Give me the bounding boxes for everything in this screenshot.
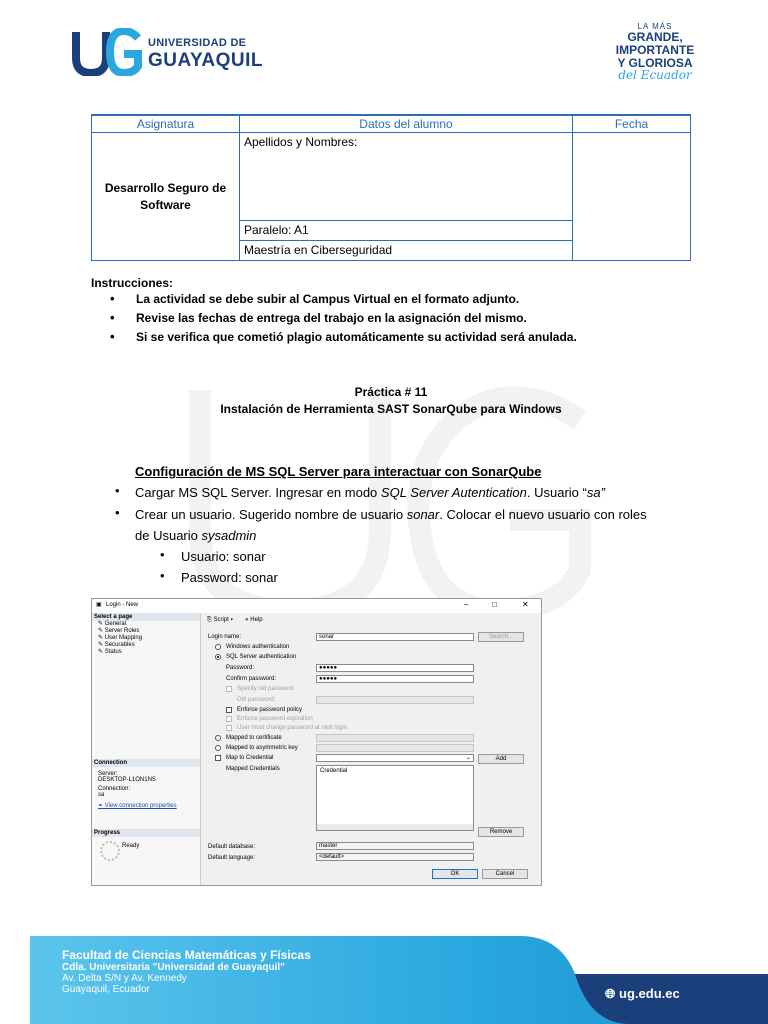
password-input[interactable]: ●●●●● <box>316 664 474 672</box>
default-lang-label: Default language: <box>208 855 256 861</box>
footer-city: Guayaquil, Ecuador <box>62 984 150 995</box>
header-subject: Asignatura <box>92 115 240 133</box>
sub-bullet-password: Password: sonar <box>181 570 278 585</box>
must-change-checkbox[interactable] <box>226 725 232 731</box>
default-lang-select[interactable]: <default> <box>316 853 474 861</box>
select-page-header: Select a page <box>92 613 200 621</box>
mapped-credentials-label: Mapped Credentials <box>226 766 280 772</box>
confirm-password-label: Confirm password: <box>226 676 277 682</box>
page-status[interactable]: ✎ Status <box>98 649 122 655</box>
horizontal-scrollbar[interactable] <box>317 824 473 830</box>
footer-website[interactable] <box>605 986 680 1002</box>
logo-line2: GUAYAQUIL <box>148 50 264 71</box>
dialog-content <box>201 613 541 885</box>
help-icon: ● <box>245 617 249 623</box>
credential-select[interactable] <box>316 754 474 762</box>
page-user-mapping[interactable]: ✎ User Mapping <box>98 635 143 641</box>
bullet-1-text2: . Usuario “ <box>526 485 587 500</box>
default-db-select[interactable]: master <box>316 842 474 850</box>
link-icon: ⚭ <box>98 803 104 809</box>
enforce-expiration-label: Enforce password expiration <box>237 716 313 722</box>
server-value: DESKTOP-L1ON1NS <box>98 777 156 783</box>
connection-header: Connection <box>92 759 200 767</box>
cancel-button[interactable]: Cancel <box>482 869 528 879</box>
maximize-icon[interactable]: □ <box>492 600 497 609</box>
bullet-1-text: Cargar MS SQL Server. Ingresar en modo <box>135 485 381 500</box>
slogan-line2: GRANDE, <box>627 30 683 44</box>
page-general[interactable]: ✎ General <box>98 621 127 627</box>
bullet-2-text: Crear un usuario. Sugerido nombre de usuario <box>135 507 407 522</box>
enforce-policy-checkbox[interactable] <box>226 707 232 713</box>
bullet-2 <box>135 504 695 546</box>
mapped-asym-radio[interactable] <box>215 745 221 751</box>
header-date: Fecha <box>573 115 691 133</box>
practice-title: Instalación de Herramienta SAST SonarQube para Windows <box>220 402 562 416</box>
footer-campus: Cdla. Universitaria "Universidad de Guayaquil" <box>62 962 285 973</box>
add-button[interactable]: Add <box>478 754 524 764</box>
ug-logo-icon <box>72 28 142 76</box>
program-cell: Maestría en Ciberseguridad <box>240 241 573 261</box>
bullet-1-mode: SQL Server Autentication <box>380 485 527 500</box>
section-title: Configuración de MS SQL Server para interactuar con SonarQube <box>135 464 542 479</box>
default-db-label: Default database: <box>208 844 256 850</box>
connection-value: sa <box>98 792 105 798</box>
progress-spinner-icon <box>100 841 120 861</box>
instructions-title: Instrucciones: <box>91 276 174 290</box>
slogan-line5: del Ecuador <box>618 68 692 82</box>
student-info-table <box>91 114 691 261</box>
slogan-line4: Y GLORIOSA <box>617 56 693 70</box>
help-button[interactable] <box>245 617 263 624</box>
list-item: • Revise las fechas de entrega del trabajo en la asignación del mismo. <box>110 311 577 330</box>
mapped-asym-label: Mapped to asymmetric key <box>226 745 298 751</box>
enforce-expiration-checkbox[interactable] <box>226 716 232 722</box>
minimize-icon[interactable]: – <box>464 600 469 609</box>
help-label: Help <box>250 617 263 623</box>
page-label: User Mapping <box>104 635 143 641</box>
mapped-cert-label: Mapped to certificate <box>226 735 282 741</box>
university-logo <box>72 28 264 78</box>
bullet-2-text3: de Usuario <box>135 528 202 543</box>
bullet-2-text2: . Colocar el nuevo usuario con roles <box>439 507 647 522</box>
login-name-input[interactable]: sonar <box>316 633 474 641</box>
map-credential-label: Map to Credential <box>226 755 274 761</box>
mapped-cert-radio[interactable] <box>215 735 221 741</box>
bullet-icon: • <box>160 547 165 562</box>
footer-text <box>62 948 311 995</box>
server-label: Server: <box>98 771 118 777</box>
remove-button[interactable]: Remove <box>478 827 524 837</box>
subject-cell <box>92 133 240 261</box>
practice-number: Práctica # 11 <box>354 385 428 399</box>
bullet-icon: • <box>115 483 120 498</box>
page-label: Server Roles <box>104 628 140 634</box>
credentials-list[interactable] <box>316 765 474 831</box>
cert-select[interactable] <box>316 734 474 742</box>
specify-old-password-label: Specify old password <box>237 686 294 692</box>
paralelo-cell: Paralelo: A1 <box>240 221 573 241</box>
old-password-input[interactable] <box>316 696 474 704</box>
ssms-login-dialog <box>91 598 542 886</box>
dialog-title: Login - New <box>106 602 139 608</box>
bullet-1 <box>135 482 605 503</box>
subject-text: Desarrollo Seguro de Software <box>104 180 227 212</box>
dialog-titlebar <box>92 599 541 614</box>
windows-auth-radio[interactable] <box>215 644 221 650</box>
bullet-icon: • <box>160 568 165 583</box>
globe-icon: 🌐︎ <box>605 986 616 1001</box>
date-cell <box>573 133 691 261</box>
instructions-list <box>110 292 577 349</box>
specify-old-password-checkbox[interactable] <box>226 686 232 692</box>
bullet-icon: • <box>115 505 120 520</box>
old-password-label: Old password: <box>237 697 276 703</box>
footer-faculty: Facultad de Ciencias Matemáticas y Físicas <box>62 948 311 962</box>
asym-select[interactable] <box>316 744 474 752</box>
search-button[interactable]: Search... <box>478 632 524 642</box>
script-label: Script <box>213 617 229 623</box>
website-label: ug.edu.ec <box>619 986 680 1001</box>
slogan-line3: IMPORTANTE <box>615 43 695 57</box>
slogan-logo <box>600 22 710 92</box>
windows-auth-label: Windows authentication <box>226 644 290 650</box>
page-label: Status <box>104 649 122 655</box>
credential-column: Credential <box>320 768 348 774</box>
view-connection-link[interactable] <box>98 803 177 809</box>
dialog-sidebar <box>92 613 201 885</box>
slogan-line1: LA MÁS <box>637 22 673 31</box>
header-student-data: Datos del alumno <box>240 115 573 133</box>
progress-header: Progress <box>92 829 200 837</box>
ok-button[interactable]: OK <box>432 869 478 879</box>
login-name-label: Login name: <box>208 634 242 640</box>
confirm-password-input[interactable]: ●●●●● <box>316 675 474 683</box>
bullet-1-user: sa” <box>586 485 605 500</box>
view-connection-label: View connection properties <box>104 803 177 809</box>
progress-status: Ready <box>122 843 140 849</box>
bullet-2-role: sysadmin <box>201 528 257 543</box>
sql-auth-label: SQL Server authentication <box>226 654 297 660</box>
chevron-down-icon: ⌄ <box>465 755 471 761</box>
footer-address: Av. Delta S/N y Av. Kennedy <box>62 973 187 984</box>
bullet-2-user: sonar <box>406 507 440 522</box>
sub-bullet-user: Usuario: sonar <box>181 549 266 564</box>
script-button[interactable]: ⎘ Script ▾ <box>207 617 233 623</box>
page-securables[interactable]: ✎ Securables <box>98 642 135 648</box>
list-item: • La actividad se debe subir al Campus Virtual en el formato adjunto. <box>110 292 577 311</box>
close-icon[interactable]: ✕ <box>522 600 529 609</box>
enforce-policy-label: Enforce password policy <box>237 707 303 713</box>
page-label: General <box>104 621 127 627</box>
map-credential-checkbox[interactable] <box>215 755 221 761</box>
connection-label: Connection: <box>98 786 131 792</box>
page-server-roles[interactable]: ✎ Server Roles <box>98 628 140 634</box>
student-names-cell: Apellidos y Nombres: <box>240 133 573 221</box>
page-label: Securables <box>104 642 135 648</box>
sql-auth-radio[interactable] <box>215 654 221 660</box>
password-label: Password: <box>226 665 255 671</box>
app-icon: ▣ <box>96 602 102 608</box>
logo-line1: UNIVERSIDAD DE <box>148 37 247 49</box>
list-item: • Si se verifica que cometió plagio automáticamente su actividad será anulada. <box>110 330 577 349</box>
must-change-label: User must change password at next login <box>237 725 348 731</box>
